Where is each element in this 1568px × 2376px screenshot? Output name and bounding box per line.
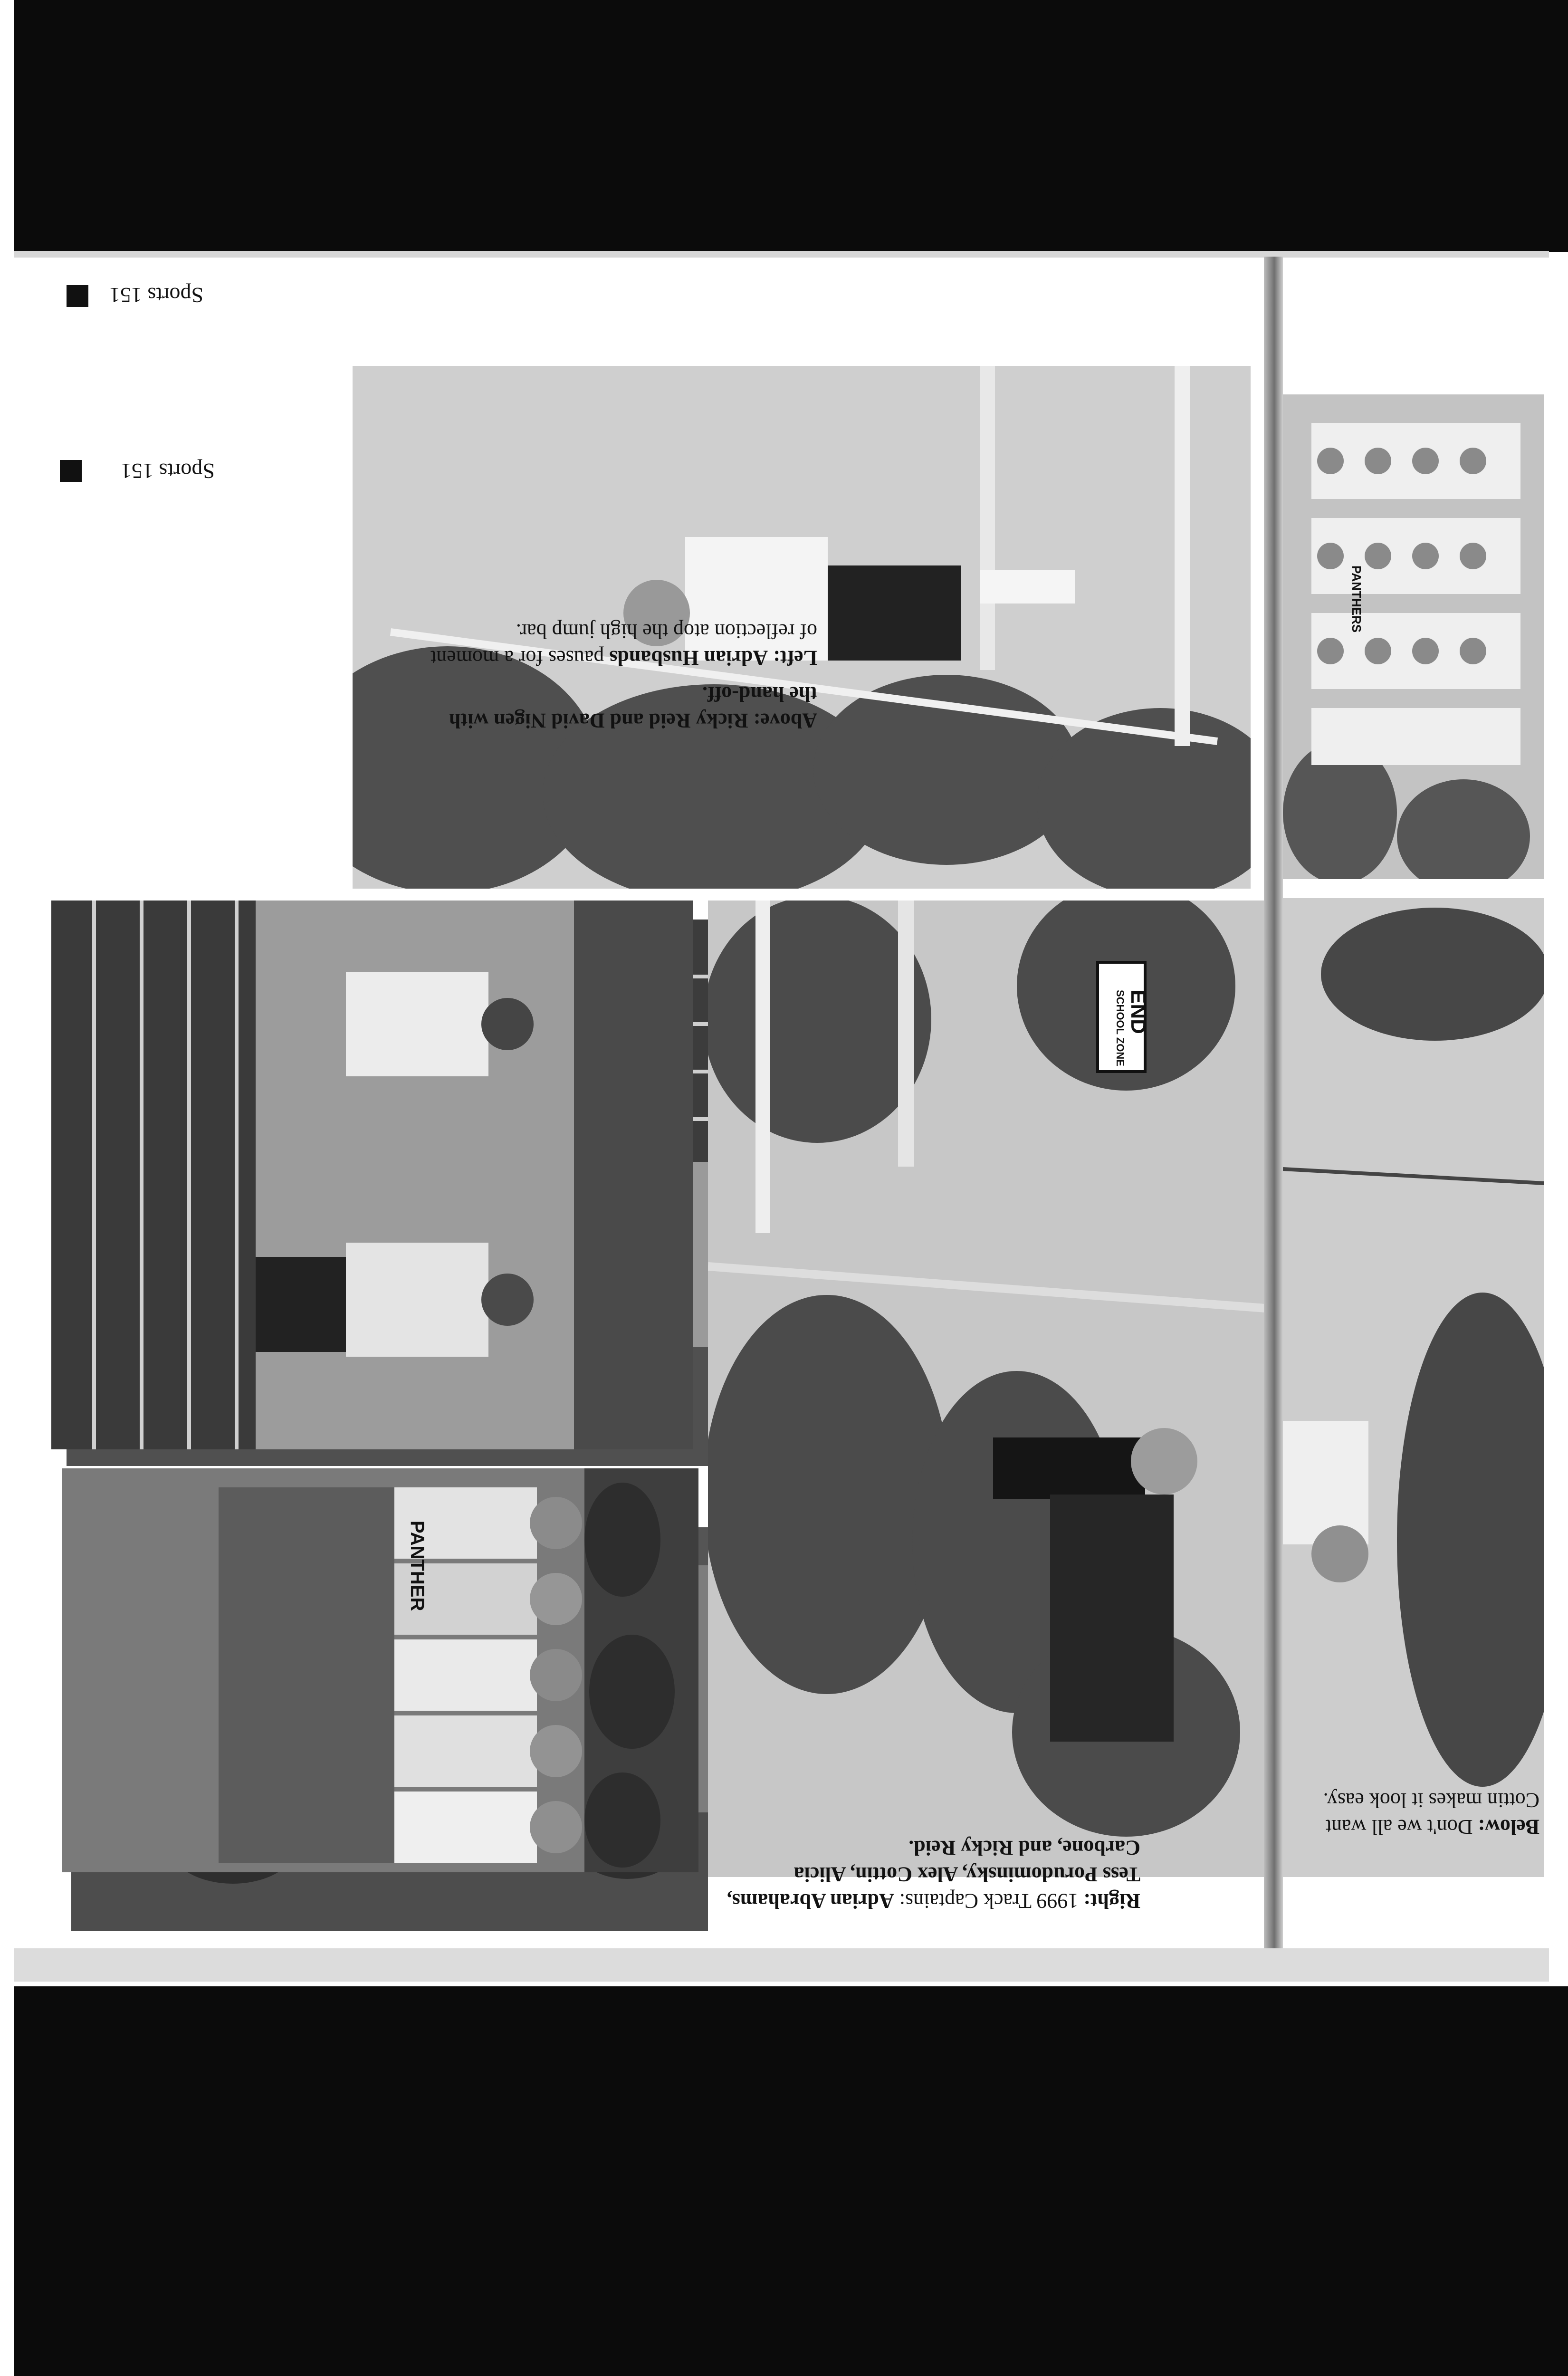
book-gutter [1264,257,1283,1948]
caption-below-text: Don't we all want [1325,1815,1473,1839]
sign-school-zone-text: SCHOOL ZONE [1114,990,1126,1066]
folio-section: Sports [159,459,215,483]
page-edge-bottom [14,1948,1549,1982]
folio-scan [109,283,203,308]
caption-below [1292,1787,1539,1840]
scanner-margin-left [0,0,14,2376]
folio-square [60,460,82,482]
caption-above-label: Above: [753,709,817,732]
team-shirt-text: PANTHERS [1349,565,1364,633]
caption-left-text: Adrian Husbands [609,646,768,670]
photo-pole-vault-scan [708,901,1278,1877]
folio-section-scan: Sports [147,283,204,307]
caption-left-rest: pauses for a moment of reflection atop the high jump bar. [430,620,817,670]
photo-relay-hand-off-scan [51,901,693,1449]
scanner-background-bottom [0,1986,1568,2376]
caption-right-names: Adrian Abrahams, Tess Porudominsky, Alex Cottin, Alicia Carbone, and Ricky Reid. [727,1836,1140,1913]
caption-right [713,1834,1140,1914]
caption-below-rest: Cottin makes it look easy. [1323,1789,1539,1812]
scanner-background-top [0,0,1568,252]
folio-square-scan [67,285,88,307]
end-school-zone-sign [1114,990,1150,1066]
captain-shirt-text-scan: PANTHER [407,1521,428,1611]
sign-end-text: END [1127,990,1150,1034]
caption-below-label: Below: [1478,1815,1539,1839]
caption-right-text: 1999 Track Captains: [899,1889,1079,1913]
photo-vault-close-scan [1283,898,1544,1877]
folio-page-number: 151 [120,459,153,483]
folio-page-number-scan: 151 [109,283,142,307]
photo-track-captains-scan [62,1468,698,1872]
caption-above-left [428,618,817,734]
caption-left-label: Left: [773,646,817,670]
caption-right-label: Right: [1083,1889,1140,1913]
caption-above-text: Ricky Reid and David Nigen with the hand-off. [449,682,817,732]
photo-team-scan [1283,394,1544,879]
folio [121,459,215,484]
